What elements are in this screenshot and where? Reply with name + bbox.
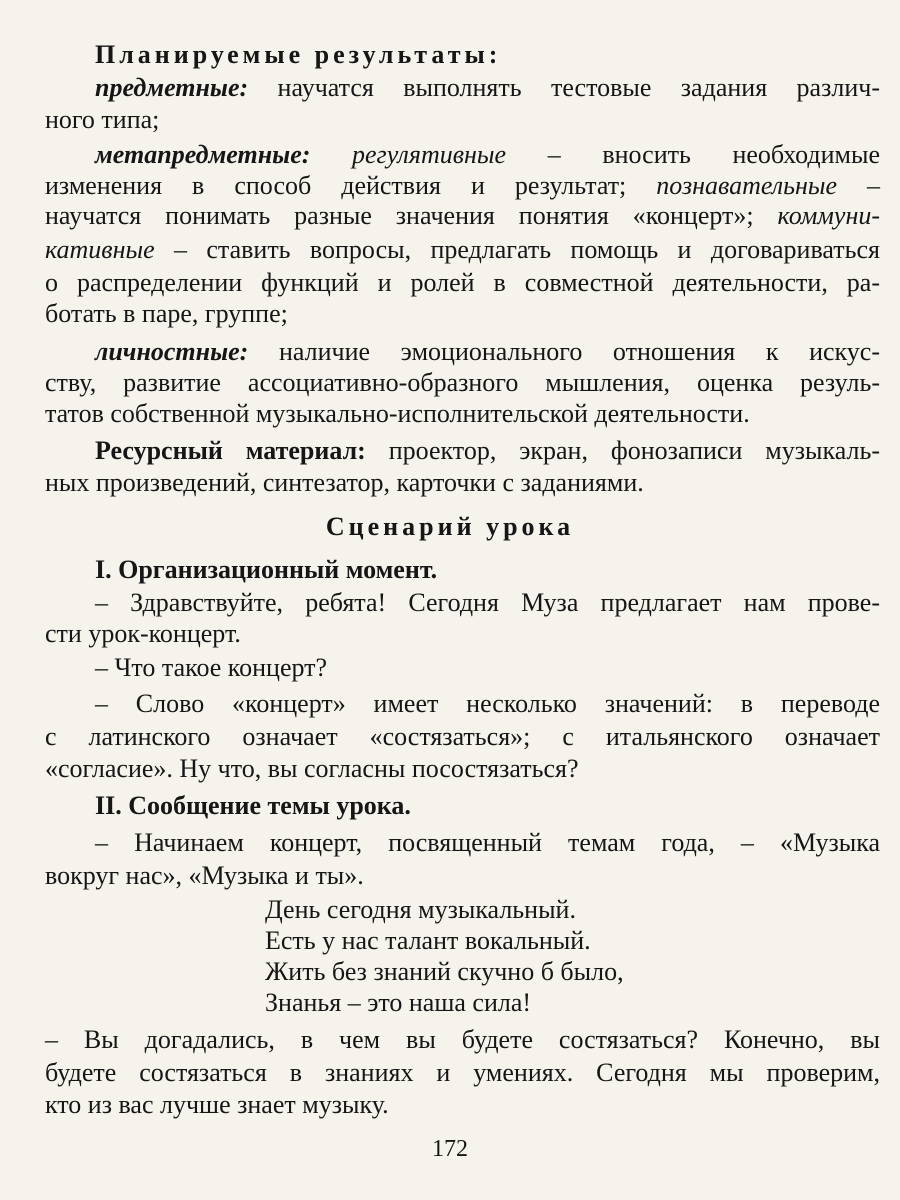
text-line xyxy=(45,171,880,201)
text-line: кто из вас лучше знает музыку. xyxy=(45,1090,389,1119)
page-number: 172 xyxy=(432,1136,468,1162)
resources-line xyxy=(95,436,880,466)
text-line: – Слово «концерт» имеет несколько значений: в переводе xyxy=(95,689,880,718)
text: изменения в способ действия и результат; xyxy=(45,171,657,200)
text-line: будете состязаться в знаниях и умениях. Сегодня мы проверим, xyxy=(45,1058,880,1087)
meta-results-line xyxy=(95,140,880,170)
text-line: – Здравствуйте, ребята! Сегодня Муза предлагает нам прове- xyxy=(95,588,880,617)
text-line: о распределении функций и ролей в совместной деятельности, ра- xyxy=(45,268,880,297)
text-line xyxy=(45,235,880,265)
communicative-label: кативные xyxy=(45,235,155,264)
text: научатся выполнять тестовые задания различ- xyxy=(248,73,880,102)
subject-label: предметные: xyxy=(95,73,249,102)
scenario-heading: Сценарий урока xyxy=(325,512,575,541)
text-line: – Начинаем концерт, посвященный темам года, – «Музыка xyxy=(95,828,880,857)
section-title: I. Организационный момент. xyxy=(95,555,438,584)
text-line: ботать в паре, группе; xyxy=(45,299,288,328)
poem-line: Жить без знаний скучно б было, xyxy=(265,957,624,986)
text: – ставить вопросы, предлагать помощь и договариваться xyxy=(154,235,880,264)
text-line xyxy=(45,201,880,231)
subject-results-line xyxy=(95,73,880,103)
text: – xyxy=(837,171,881,200)
text: наличие эмоционального отношения к искус- xyxy=(248,337,880,366)
text-line: вокруг нас», «Музыка и ты». xyxy=(45,861,364,890)
personal-label: личностные: xyxy=(95,337,249,366)
text: проектор, экран, фонозаписи музыкаль- xyxy=(365,436,880,465)
resources-label: Ресурсный материал: xyxy=(95,436,366,465)
results-heading: Планируемые результаты: xyxy=(95,40,502,69)
text-line: татов собственной музыкально-исполнительской деятельности. xyxy=(45,399,750,428)
poem-line: День сегодня музыкальный. xyxy=(265,895,576,924)
text-line: ству, развитие ассоциативно-образного мышления, оценка резуль- xyxy=(45,368,880,397)
text-line: сти урок-концерт. xyxy=(45,619,241,648)
text-line: – Что такое концерт? xyxy=(95,653,328,682)
text: научатся понимать разные значения понятия «концерт»; xyxy=(45,201,778,230)
poem-line: Знанья – это наша сила! xyxy=(265,988,532,1017)
personal-results-line xyxy=(95,337,880,367)
cognitive-label: познавательные xyxy=(656,171,837,200)
poem-line: Есть у нас талант вокальный. xyxy=(265,926,591,955)
text-line: – Вы догадались, в чем вы будете состязаться? Конечно, вы xyxy=(45,1025,880,1054)
communicative-label: коммуни- xyxy=(777,201,880,230)
text: – вносить необходимые xyxy=(506,140,880,169)
section-title: II. Сообщение темы урока. xyxy=(95,791,411,820)
text-line: ного типа; xyxy=(45,105,160,134)
meta-label: метапредметные: xyxy=(95,140,311,169)
regulative-label: регулятивные xyxy=(352,140,507,169)
text-line: ных произведений, синтезатор, карточки с заданиями. xyxy=(45,468,644,497)
text-line: «согласие». Ну что, вы согласны посостязаться? xyxy=(45,754,579,783)
text-line: с латинского означает «состязаться»; с итальянского означает xyxy=(45,722,880,751)
